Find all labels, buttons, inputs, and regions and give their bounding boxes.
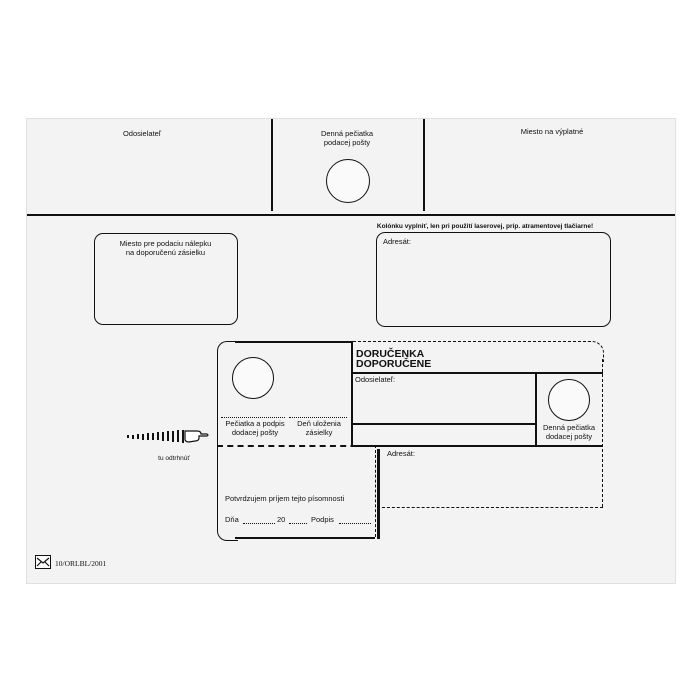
post-logo-icon <box>35 555 51 569</box>
receipt-title-2: DOPORUČENE <box>356 358 432 370</box>
posting-stamp-label-2: podacej pošty <box>323 138 371 147</box>
addressee-label: Adresát: <box>383 237 411 246</box>
stamp-sign-label-2: dodacej pošty <box>231 428 279 437</box>
receipt-stamp-circle-left <box>232 357 274 399</box>
addressee-box <box>376 232 611 327</box>
top-row-divider-right <box>423 119 425 211</box>
sticker-label-2: na doporučenú zásielku <box>125 248 206 257</box>
posting-stamp-label-1: Denná pečiatka <box>320 129 374 138</box>
delivery-receipt-card <box>217 341 607 539</box>
stamp-sign-label-1: Pečiatka a podpis <box>225 419 285 428</box>
sticker-label-1: Miesto pre podaciu nálepku <box>119 239 212 248</box>
storage-day-label-1: Deň uloženia <box>297 419 341 428</box>
receipt-addressee-label: Adresát: <box>387 449 415 458</box>
signature-label: Podpis <box>311 515 334 524</box>
printer-fill-note: Kolónku vyplniť, len pri použití laserovej, príp. atramentovej tlačiarne! <box>376 223 594 230</box>
top-row-bottom-line <box>27 214 675 216</box>
year-prefix: 20 <box>277 515 286 524</box>
top-row-divider-left <box>271 119 273 211</box>
postage-area-label: Miesto na výplatné <box>520 127 584 136</box>
delivery-stamp-label-2: dodacej pošty <box>545 432 593 441</box>
storage-day-label-2: zásielky <box>305 428 333 437</box>
confirm-text: Potvrdzujem príjem tejto písomnosti <box>225 494 345 503</box>
form-code: 10/ORLBL/2001 <box>55 559 107 568</box>
receipt-sender-label: Odosielateľ: <box>355 375 396 384</box>
day-label: Dňa <box>225 515 239 524</box>
envelope-form <box>26 118 676 584</box>
sender-label: Odosielateľ <box>122 129 162 138</box>
receipt-stamp-circle-right <box>548 379 590 421</box>
delivery-stamp-label-1: Denná pečiatka <box>542 423 596 432</box>
posting-stamp-circle <box>326 159 370 203</box>
tear-off-label: tu odtrhnúť <box>158 455 190 462</box>
receipt-title-1: DORUČENKA <box>356 348 425 360</box>
pointing-hand-icon <box>127 429 209 445</box>
